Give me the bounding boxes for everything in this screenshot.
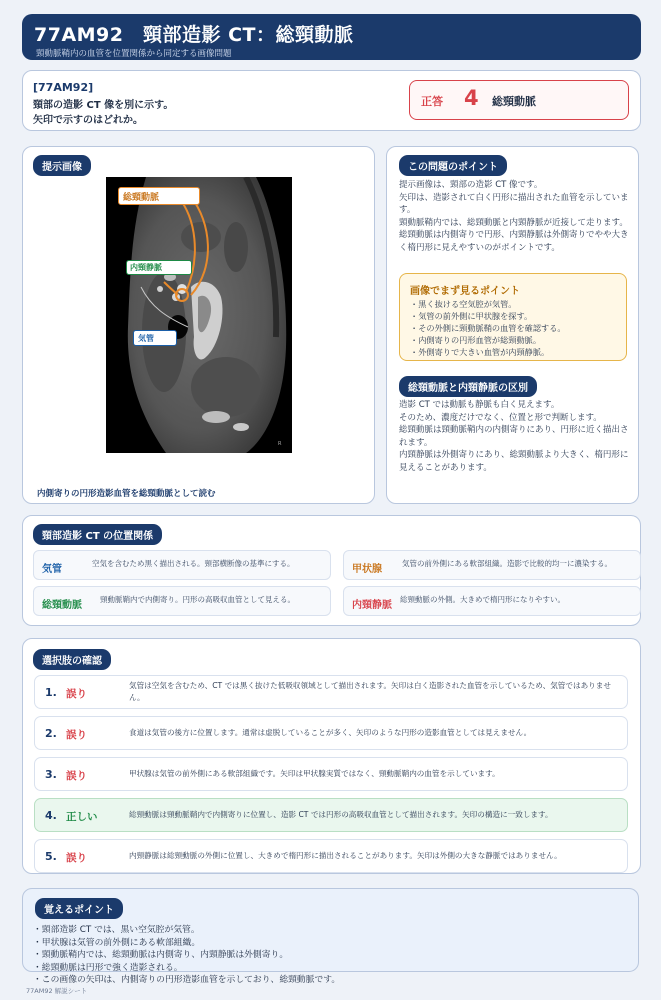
points-line: 総頸動脈は内側寄りで円形、内頸静脈は外側寄りでやや大きく楕円形に見えやすいのがポイントです。 (399, 230, 629, 253)
position-item (343, 586, 641, 616)
ct-scan-drawing (106, 177, 292, 453)
choice-item (34, 716, 628, 750)
choice-text: 内頸静脈は総頸動脈の外側に位置し、大きめで楕円形に描出されることがあります。矢印は外側の大きな静脈ではありません。 (129, 851, 562, 860)
question-text (33, 98, 173, 128)
position-heading: 頸部造影 CT の位置関係 (33, 524, 162, 545)
image-heading: 提示画像 (33, 155, 91, 176)
page-title: 77AM92 頸部造影 CT：総頸動脈 (34, 24, 354, 46)
position-item (33, 586, 331, 616)
points-line: 提示画像は、頸部の造影 CT 像です。 (399, 180, 543, 190)
choice-text: 総頸動脈は頸動脈鞘内で内側寄りに位置し、造影 CT では円形の高吸収血管として描出されます。矢印の構造に一致します。 (129, 810, 553, 819)
first-look-title: 画像でまず見るポイント (410, 286, 520, 297)
first-look-list (410, 298, 566, 358)
list-item: ・甲状腺は気管の前外側にある軟部組織。 (33, 937, 201, 948)
choice-text: 食道は気管の後方に位置します。通常は虚脱していることが多く、矢印のような円形の造影血管としては見えません。 (129, 728, 532, 737)
footer-text: 77AM92 解説シート (26, 987, 88, 995)
memo-heading: 覚えるポイント (35, 898, 123, 919)
position-desc: 総頸動脈の外側。大きめで楕円形になりやすい。 (400, 595, 565, 604)
ct-image (106, 177, 292, 453)
choice-item (34, 757, 628, 791)
position-card (22, 515, 641, 626)
list-item: ・黒く抜ける空気腔が気管。 (410, 299, 517, 309)
choices-card (22, 638, 641, 874)
choice-verdict: 正しい (66, 811, 98, 823)
question-line: 矢印で示すのはどれか。 (33, 115, 143, 126)
choice-number: 5. (45, 850, 57, 863)
memo-list (33, 924, 340, 987)
list-item: ・その外側に頸動脈鞘の血管を確認する。 (410, 323, 566, 333)
answer-number: 4 (464, 86, 479, 110)
position-desc: 気管の前外側にある軟部組織。造影で比較的均一に濃染する。 (402, 559, 612, 568)
distinction-line: 内頸静脈は外側寄りにあり、総頸動脈より大きく、楕円形に見えることがあります。 (399, 450, 629, 473)
choice-number: 4. (45, 809, 57, 822)
position-term: 総頸動脈 (42, 600, 82, 611)
list-item: ・総頸動脈は円形で強く造影される。 (33, 962, 183, 973)
distinction-line: 総頸動脈は頸動脈鞘内の内側寄りにあり、円形に近く描出されます。 (399, 425, 629, 448)
choice-item (34, 839, 628, 873)
position-item (33, 550, 331, 580)
distinction-line: そのため、濃度だけでなく、位置と形で判断します。 (399, 412, 602, 423)
page-header (22, 14, 641, 60)
choice-verdict: 誤り (66, 770, 87, 782)
list-item: ・頸動脈鞘内では、総頸動脈は内側寄り、内頸静脈は外側寄り。 (33, 950, 289, 960)
choice-number: 1. (45, 686, 57, 699)
question-line: 頸部の造影 CT 像を別に示す。 (33, 100, 174, 111)
list-item: ・外側寄りで大きい血管が内頸静脈。 (410, 347, 550, 357)
position-term: 気管 (42, 564, 62, 575)
question-id: [77AM92] (33, 81, 94, 94)
choice-number: 3. (45, 768, 57, 781)
answer-name: 総頸動脈 (492, 95, 536, 108)
memo-card (22, 888, 639, 985)
page-subtitle: 頸動脈鞘内の血管を位置関係から同定する画像問題 (36, 49, 232, 59)
question-card (22, 70, 641, 131)
points-line: 頸動脈鞘内では、総頸動脈と内頸静脈が近接して走ります。 (399, 217, 628, 228)
list-item: ・頸部造影 CT では、黒い空気腔が気管。 (33, 925, 200, 935)
choice-item-correct (34, 798, 628, 832)
position-term: 内頸静脈 (352, 600, 392, 611)
list-item: ・気管の前外側に甲状腺を探す。 (410, 311, 533, 321)
distinction-heading: 総頸動脈と内頸静脈の区別 (399, 376, 537, 397)
label-carotid: 総頸動脈 (118, 187, 200, 205)
ct-corner-mark: R (278, 441, 282, 447)
points-heading: この問題のポイント (399, 155, 507, 176)
image-card (22, 146, 375, 504)
points-line: 矢印は、造影されて白く円形に描出された血管を示しています。 (399, 192, 629, 215)
list-item: ・内側寄りの円形血管が総頸動脈。 (410, 335, 542, 345)
distinction-line: 造影 CT では動脈も静脈も白く見えます。 (399, 400, 560, 410)
choices-heading: 選択肢の確認 (33, 649, 111, 670)
choice-verdict: 誤り (66, 688, 87, 700)
choice-text: 甲状腺は気管の前外側にある軟部組織です。矢印は甲状腺実質ではなく、頸動脈鞘内の血管を示しています。 (129, 769, 500, 778)
answer-box (409, 80, 629, 120)
choice-number: 2. (45, 727, 57, 740)
answer-label: 正答 (421, 95, 443, 108)
label-jugular: 内頸静脈 (126, 260, 192, 275)
choice-verdict: 誤り (66, 852, 87, 864)
distinction-text (399, 399, 629, 474)
position-item (343, 550, 641, 580)
choice-item (34, 675, 628, 709)
label-trachea: 気管 (133, 330, 177, 346)
position-desc: 空気を含むため黒く描出される。頸部横断像の基準にする。 (92, 559, 295, 568)
points-text (399, 179, 629, 254)
choice-text: 気管は空気を含むため、CT では黒く抜けた低吸収領域として描出されます。矢印は白く造影された血管を示しているため、気管ではありません。 (129, 681, 611, 702)
choice-verdict: 誤り (66, 729, 87, 741)
position-term: 甲状腺 (352, 564, 382, 575)
first-look-box (399, 273, 627, 361)
points-card (386, 146, 639, 504)
image-caption: 内側寄りの円形造影血管を総頸動脈として読む (37, 489, 216, 499)
list-item: ・この画像の矢印は、内側寄りの円形造影血管を示しており、総頸動脈です。 (33, 975, 341, 985)
position-desc: 頸動脈鞘内で内側寄り。円形の高吸収血管として見える。 (100, 595, 295, 604)
